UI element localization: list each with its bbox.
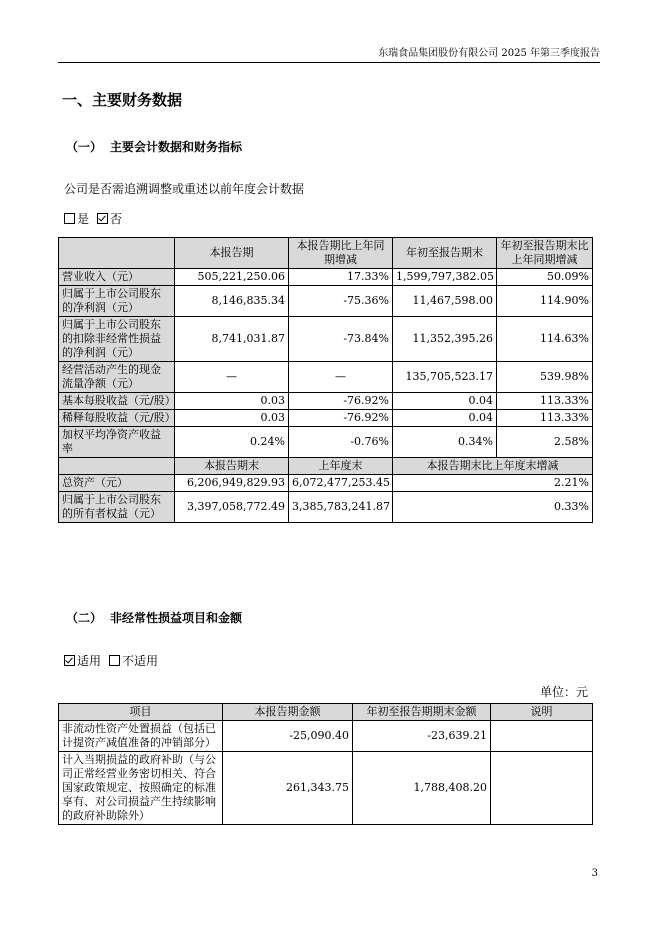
header-cell: 本报告期 <box>175 238 289 269</box>
table-row <box>59 317 593 362</box>
subsection-heading-1 <box>66 138 242 155</box>
table-cell: -0.76% <box>289 427 393 458</box>
row-label: 归属于上市公司股东的所有者权益（元） <box>59 492 175 523</box>
table-cell: 6,072,477,253.45 <box>289 475 393 492</box>
table-row <box>59 721 593 752</box>
row-label: 总资产（元） <box>59 475 175 492</box>
key-financial-data-table <box>58 237 593 523</box>
table-cell: 8,741,031.87 <box>175 317 289 362</box>
header-cell <box>59 238 175 269</box>
table-cell: 505,221,250.06 <box>175 269 289 286</box>
table-cell: 1,599,797,382.05 <box>393 269 497 286</box>
checkbox-checked-icon[interactable] <box>64 655 75 666</box>
table-cell: — <box>289 362 393 393</box>
table-header-row <box>59 238 593 269</box>
table-cell: 3,385,783,241.87 <box>289 492 393 523</box>
table-cell: -76.92% <box>289 393 393 410</box>
header-cell: 年初至报告期末比上年同期增减 <box>497 238 593 269</box>
header-cell: 本报告期末比上年度末增减 <box>393 458 593 475</box>
row-label: 非流动性资产处置损益（包括已计提资产减值准备的冲销部分） <box>59 721 223 752</box>
header-cell-empty <box>59 458 175 475</box>
table-row <box>59 752 593 825</box>
header-cell: 本报告期末 <box>175 458 289 475</box>
section-title: 一、主要财务数据 <box>62 91 183 109</box>
table-cell: 2.21% <box>393 475 593 492</box>
table-cell: 539.98% <box>497 362 593 393</box>
table-cell <box>491 752 593 825</box>
option-applicable[interactable] <box>64 652 101 669</box>
subsection-number: （二） <box>66 611 103 625</box>
table-cell: 8,146,835.34 <box>175 286 289 317</box>
table-cell: -73.84% <box>289 317 393 362</box>
checkbox-unchecked-icon[interactable] <box>109 655 120 666</box>
applicable-options <box>64 652 166 669</box>
row-label: 加权平均净资产收益率 <box>59 427 175 458</box>
table-cell: 0.04 <box>393 393 497 410</box>
table-cell <box>491 721 593 752</box>
option-applicable-label: 适用 <box>77 654 102 668</box>
row-label: 经营活动产生的现金流量净额（元） <box>59 362 175 393</box>
row-label: 稀释每股收益（元/股） <box>59 410 175 427</box>
row-label: 营业收入（元） <box>59 269 175 286</box>
subsection-title: 主要会计数据和财务指标 <box>110 140 243 154</box>
table-cell: 114.90% <box>497 286 593 317</box>
table-cell: 2.58% <box>497 427 593 458</box>
table-cell: 0.03 <box>175 410 289 427</box>
row-label: 归属于上市公司股东的净利润（元） <box>59 286 175 317</box>
table-cell: 0.03 <box>175 393 289 410</box>
header-cell: 项目 <box>59 704 223 721</box>
table-cell: -75.36% <box>289 286 393 317</box>
table-cell: -25,090.40 <box>223 721 353 752</box>
option-no-label: 否 <box>110 212 123 226</box>
row-label: 归属于上市公司股东的扣除非经常性损益的净利润（元） <box>59 317 175 362</box>
table-cell: 114.63% <box>497 317 593 362</box>
option-no[interactable] <box>97 210 122 227</box>
header-cell: 年初至报告期期末金额 <box>353 704 491 721</box>
table-cell: -76.92% <box>289 410 393 427</box>
row-label: 计入当期损益的政府补助（与公司正常经营业务密切相关、符合国家政策规定、按照确定的标准享有、对公司损益产生持续影响的政府补助除外） <box>59 752 223 825</box>
table-cell: 11,467,598.00 <box>393 286 497 317</box>
option-not-applicable-label: 不适用 <box>122 654 159 668</box>
table-cell: 0.04 <box>393 410 497 427</box>
header-cell: 本报告期金额 <box>223 704 353 721</box>
header-cell: 上年度末 <box>289 458 393 475</box>
table-row <box>59 427 593 458</box>
table-cell: 17.33% <box>289 269 393 286</box>
header-cell: 本报告期比上年同期增减 <box>289 238 393 269</box>
table-row <box>59 393 593 410</box>
table-cell: 1,788,408.20 <box>353 752 491 825</box>
checkbox-unchecked-icon[interactable] <box>64 213 75 224</box>
subsection-heading-2 <box>66 609 242 626</box>
table-cell: -23,639.21 <box>353 721 491 752</box>
table-cell: 135,705,523.17 <box>393 362 497 393</box>
table-cell: 113.33% <box>497 410 593 427</box>
table-cell: 0.34% <box>393 427 497 458</box>
header-cell: 说明 <box>491 704 593 721</box>
retro-question: 公司是否需追溯调整或重述以前年度会计数据 <box>64 182 305 196</box>
subsection-title: 非经常性损益项目和金额 <box>110 611 243 625</box>
non-recurring-items-table <box>58 703 593 825</box>
table-cell: 50.09% <box>497 269 593 286</box>
table-cell: 261,343.75 <box>223 752 353 825</box>
table-row <box>59 269 593 286</box>
subsection-number: （一） <box>66 140 103 154</box>
table-cell: 0.24% <box>175 427 289 458</box>
table-cell: 6,206,949,829.93 <box>175 475 289 492</box>
table-row <box>59 362 593 393</box>
table-cell: 11,352,395.26 <box>393 317 497 362</box>
table-row <box>59 492 593 523</box>
option-yes[interactable] <box>64 210 89 227</box>
row-label: 基本每股收益（元/股） <box>59 393 175 410</box>
table-cell: — <box>175 362 289 393</box>
table-subheader-row <box>59 458 593 475</box>
page-number: 3 <box>591 868 598 879</box>
table-row <box>59 410 593 427</box>
retro-options <box>64 210 130 227</box>
table-header-row <box>59 704 593 721</box>
option-yes-label: 是 <box>77 212 90 226</box>
table-row <box>59 475 593 492</box>
unit-label: 单位：元 <box>539 685 588 699</box>
table-row <box>59 286 593 317</box>
checkbox-checked-icon[interactable] <box>97 213 108 224</box>
header-cell: 年初至报告期末 <box>393 238 497 269</box>
option-not-applicable[interactable] <box>109 652 158 669</box>
table-cell: 113.33% <box>497 393 593 410</box>
table-cell: 3,397,058,772.49 <box>175 492 289 523</box>
table-cell: 0.33% <box>393 492 593 523</box>
page-header: 东瑞食品集团股份有限公司 2025 年第三季度报告 <box>58 44 600 63</box>
